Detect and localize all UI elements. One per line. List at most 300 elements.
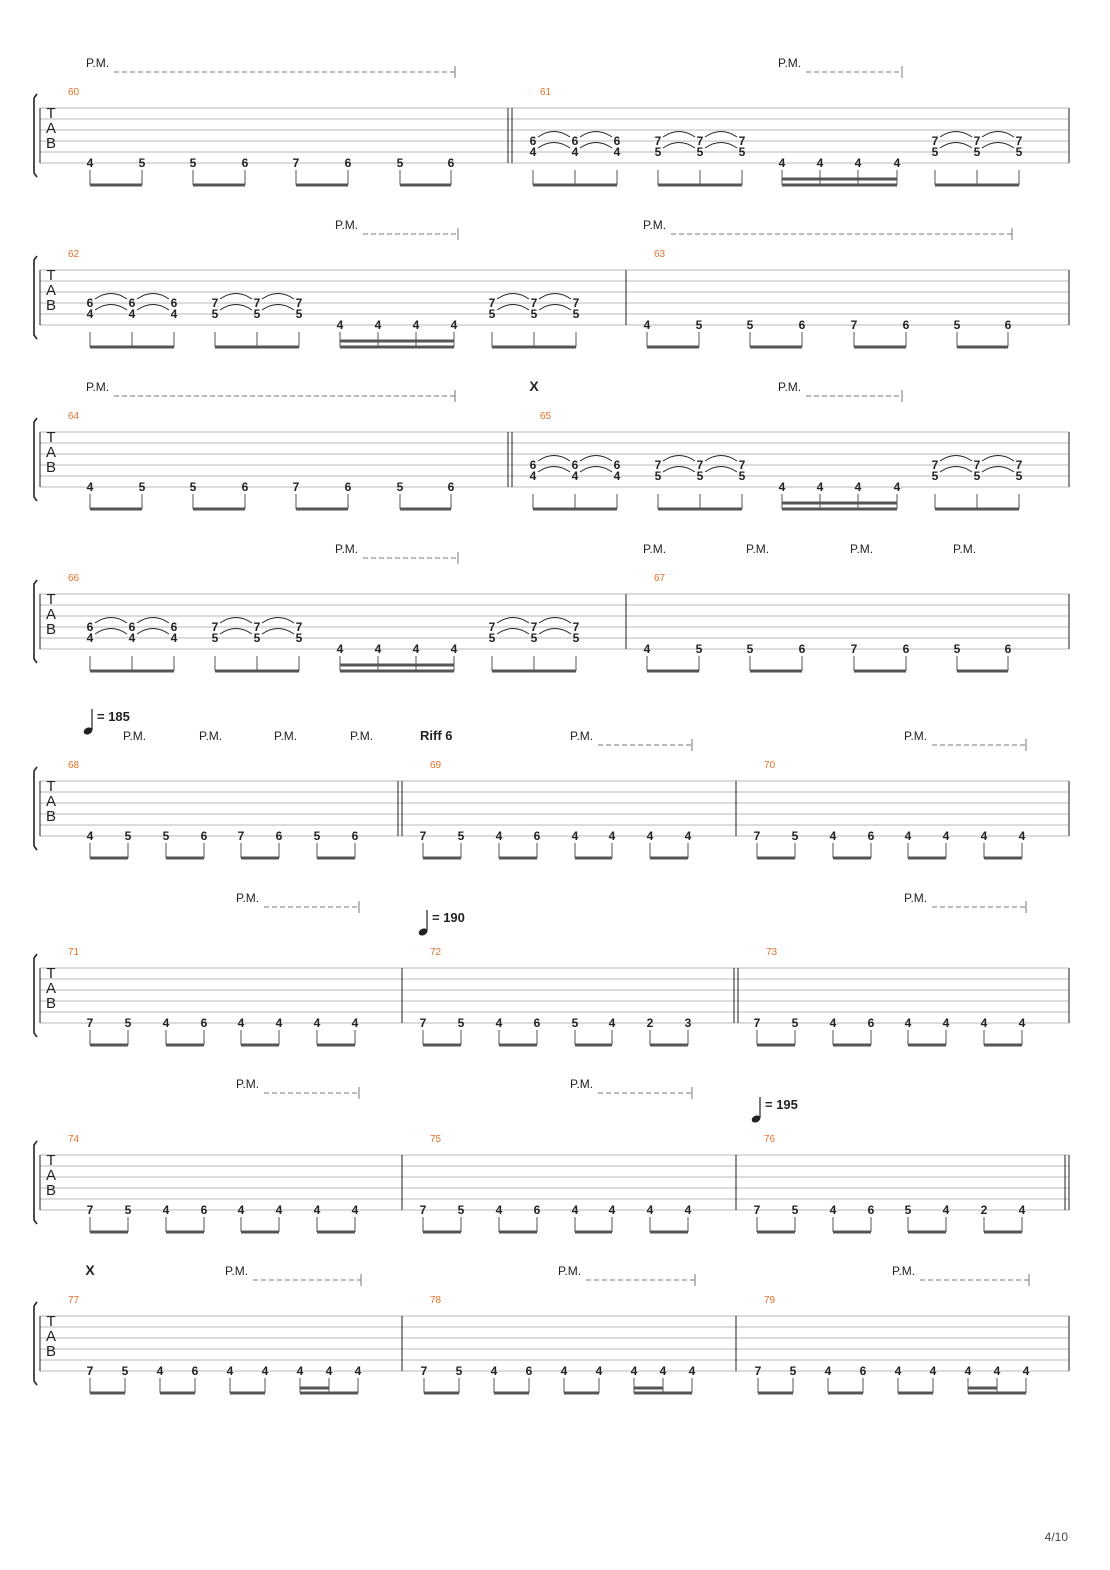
tie-arc xyxy=(982,467,1014,473)
fret-number: 5 xyxy=(953,642,961,656)
fret-number: 5 xyxy=(696,469,704,483)
fret-number: 6 xyxy=(447,480,455,494)
measure xyxy=(754,760,1026,858)
tie-arc xyxy=(137,294,169,300)
fret-number: 4 xyxy=(495,1016,503,1030)
fret-number: 6 xyxy=(613,458,621,472)
fret-number: 4 xyxy=(571,469,579,483)
fret-number: 5 xyxy=(457,1203,465,1217)
fret-number: 4 xyxy=(942,1203,950,1217)
fret-number: 6 xyxy=(867,1203,875,1217)
fret-number: 6 xyxy=(613,134,621,148)
tempo-value: = 190 xyxy=(432,910,465,925)
fret-number: 4 xyxy=(156,1364,164,1378)
fret-number: 7 xyxy=(738,458,746,472)
fret-number: 6 xyxy=(275,829,283,843)
tie-arc xyxy=(95,629,127,635)
fret-number: 6 xyxy=(1004,642,1012,656)
measure-number: 78 xyxy=(430,1295,442,1306)
palm-mute-label: P.M. xyxy=(778,56,802,70)
fret-number: 4 xyxy=(643,318,651,332)
measure-number: 74 xyxy=(68,1134,80,1145)
fret-number: 4 xyxy=(816,480,824,494)
measure xyxy=(68,1295,362,1393)
fret-number: 4 xyxy=(325,1364,333,1378)
fret-number: 5 xyxy=(791,1203,799,1217)
fret-number: 7 xyxy=(654,134,662,148)
tab-clef-letter: B xyxy=(45,459,57,476)
tab-system xyxy=(34,1262,1069,1393)
fret-number: 6 xyxy=(344,156,352,170)
fret-number: 5 xyxy=(313,829,321,843)
measure-number: 62 xyxy=(68,249,80,260)
measure-number: 65 xyxy=(540,411,552,422)
tab-clef-letter: T xyxy=(46,267,56,284)
fret-number: 5 xyxy=(953,318,961,332)
tie-arc xyxy=(663,456,695,462)
tie-arc xyxy=(580,456,612,462)
measure-number: 77 xyxy=(68,1295,80,1306)
measure-number: 76 xyxy=(764,1134,776,1145)
measure xyxy=(754,1134,1026,1232)
fret-number: 5 xyxy=(746,318,754,332)
fret-number: 4 xyxy=(829,1016,837,1030)
fret-number: 4 xyxy=(684,1203,692,1217)
fret-number: 4 xyxy=(854,480,862,494)
fret-number: 7 xyxy=(419,1016,427,1030)
fret-number: 6 xyxy=(859,1364,867,1378)
fret-number: 5 xyxy=(124,1016,132,1030)
fret-number: 6 xyxy=(867,1016,875,1030)
tie-arc xyxy=(220,629,252,635)
fret-number: 5 xyxy=(253,631,261,645)
palm-mute-label: P.M. xyxy=(225,1264,249,1278)
measure xyxy=(644,573,1012,671)
tie-arc xyxy=(940,132,972,138)
fret-number: 5 xyxy=(904,1203,912,1217)
tie-arc xyxy=(940,467,972,473)
fret-number: 4 xyxy=(942,829,950,843)
fret-number: 4 xyxy=(275,1016,283,1030)
fret-number: 4 xyxy=(829,1203,837,1217)
tie-arc xyxy=(262,294,294,300)
palm-mute-label: P.M. xyxy=(335,218,359,232)
fret-number: 7 xyxy=(654,458,662,472)
palm-mute-label: P.M. xyxy=(86,56,110,70)
tempo-value: = 195 xyxy=(765,1097,798,1112)
tempo-marking xyxy=(418,910,465,937)
palm-mute-label: P.M. xyxy=(350,729,374,743)
fret-number: 7 xyxy=(850,642,858,656)
fret-number: 6 xyxy=(533,1016,541,1030)
fret-number: 6 xyxy=(533,1203,541,1217)
fret-number: 4 xyxy=(296,1364,304,1378)
tab-clef-letter: A xyxy=(45,120,57,137)
fret-number: 7 xyxy=(292,480,300,494)
tie-arc xyxy=(705,132,737,138)
tie-arc xyxy=(705,143,737,149)
fret-number: 4 xyxy=(980,829,988,843)
tab-clef-letter: B xyxy=(45,1182,57,1199)
fret-number: 4 xyxy=(684,829,692,843)
tie-arc xyxy=(262,618,294,624)
fret-number: 4 xyxy=(964,1364,972,1378)
tab-clef-letter: T xyxy=(46,778,56,795)
fret-number: 6 xyxy=(200,829,208,843)
fret-number: 7 xyxy=(420,1364,428,1378)
fret-number: 4 xyxy=(336,318,344,332)
fret-number: 5 xyxy=(654,145,662,159)
fret-number: 4 xyxy=(86,307,94,321)
fret-number: 5 xyxy=(973,145,981,159)
tab-clef-letter: B xyxy=(45,1343,57,1360)
fret-number: 4 xyxy=(275,1203,283,1217)
fret-number: 4 xyxy=(613,469,621,483)
fret-number: 4 xyxy=(646,829,654,843)
measure xyxy=(68,573,580,671)
fret-number: 4 xyxy=(993,1364,1001,1378)
measure xyxy=(68,947,359,1045)
tie-arc xyxy=(95,294,127,300)
fret-number: 4 xyxy=(226,1364,234,1378)
measure-number: 73 xyxy=(766,947,778,958)
tie-arc xyxy=(538,456,570,462)
fret-number: 4 xyxy=(495,829,503,843)
tie-arc xyxy=(95,618,127,624)
tab-clef-letter: A xyxy=(45,1167,57,1184)
fret-number: 7 xyxy=(931,458,939,472)
fret-number: 4 xyxy=(529,145,537,159)
tie-arc xyxy=(262,305,294,311)
measure-number: 63 xyxy=(654,249,666,260)
measure xyxy=(530,411,1023,509)
fret-number: 4 xyxy=(560,1364,568,1378)
measure xyxy=(68,760,359,858)
fret-number: 5 xyxy=(295,307,303,321)
system-bracket xyxy=(34,580,37,663)
fret-number: 5 xyxy=(457,829,465,843)
fret-number: 4 xyxy=(261,1364,269,1378)
fret-number: 7 xyxy=(211,296,219,310)
fret-number: 4 xyxy=(313,1203,321,1217)
fret-number: 6 xyxy=(571,134,579,148)
fret-number: 4 xyxy=(412,642,420,656)
fret-number: 7 xyxy=(488,620,496,634)
fret-number: 4 xyxy=(942,1016,950,1030)
fret-number: 6 xyxy=(1004,318,1012,332)
tie-arc xyxy=(137,305,169,311)
measure xyxy=(530,87,1023,185)
measure-number: 67 xyxy=(654,573,666,584)
fret-number: 4 xyxy=(778,480,786,494)
tempo-value: = 185 xyxy=(97,709,130,724)
measure-number: 60 xyxy=(68,87,80,98)
fret-number: 4 xyxy=(571,1203,579,1217)
fret-number: 4 xyxy=(829,829,837,843)
tab-clef-letter: B xyxy=(45,135,57,152)
fret-number: 5 xyxy=(189,156,197,170)
fret-number: 6 xyxy=(86,620,94,634)
fret-number: 5 xyxy=(211,307,219,321)
fret-number: 5 xyxy=(746,642,754,656)
fret-number: 4 xyxy=(313,1016,321,1030)
fret-number: 4 xyxy=(529,469,537,483)
fret-number: 4 xyxy=(854,156,862,170)
tie-arc xyxy=(940,456,972,462)
fret-number: 4 xyxy=(86,480,94,494)
tie-arc xyxy=(982,456,1014,462)
tie-arc xyxy=(538,143,570,149)
fret-number: 6 xyxy=(128,620,136,634)
fret-number: 5 xyxy=(457,1016,465,1030)
fret-number: 4 xyxy=(630,1364,638,1378)
section-marker: X xyxy=(85,1262,95,1278)
fret-number: 4 xyxy=(450,318,458,332)
tab-clef-letter: B xyxy=(45,808,57,825)
fret-number: 5 xyxy=(396,156,404,170)
fret-number: 4 xyxy=(778,156,786,170)
fret-number: 7 xyxy=(572,296,580,310)
palm-mute-label: P.M. xyxy=(892,1264,916,1278)
fret-number: 7 xyxy=(295,296,303,310)
tab-clef-letter: B xyxy=(45,297,57,314)
measure xyxy=(421,1295,696,1393)
fret-number: 5 xyxy=(571,1016,579,1030)
system-bracket xyxy=(34,1141,37,1224)
fret-number: 4 xyxy=(412,318,420,332)
tie-arc xyxy=(705,456,737,462)
fret-number: 4 xyxy=(170,631,178,645)
tab-system xyxy=(34,709,1069,858)
fret-number: 7 xyxy=(292,156,300,170)
fret-number: 4 xyxy=(1018,1203,1026,1217)
tie-arc xyxy=(497,305,529,311)
palm-mute-label: P.M. xyxy=(643,218,667,232)
tie-arc xyxy=(497,294,529,300)
fret-number: 4 xyxy=(351,1016,359,1030)
tie-arc xyxy=(538,467,570,473)
fret-number: 7 xyxy=(1015,134,1023,148)
fret-number: 7 xyxy=(295,620,303,634)
fret-number: 6 xyxy=(86,296,94,310)
fret-number: 4 xyxy=(904,1016,912,1030)
tie-arc xyxy=(539,629,571,635)
tab-clef-letter: T xyxy=(46,965,56,982)
system-bracket xyxy=(34,256,37,339)
tie-arc xyxy=(137,618,169,624)
measure-number: 79 xyxy=(764,1295,776,1306)
fret-number: 7 xyxy=(753,829,761,843)
fret-number: 7 xyxy=(1015,458,1023,472)
tie-arc xyxy=(580,467,612,473)
measure xyxy=(754,947,1026,1045)
fret-number: 5 xyxy=(1015,145,1023,159)
fret-number: 6 xyxy=(867,829,875,843)
palm-mute-label: P.M. xyxy=(643,542,667,556)
system-bracket xyxy=(34,94,37,177)
fret-number: 7 xyxy=(931,134,939,148)
fret-number: 4 xyxy=(893,156,901,170)
fret-number: 5 xyxy=(121,1364,129,1378)
tie-arc xyxy=(663,132,695,138)
palm-mute-label: P.M. xyxy=(199,729,223,743)
system-bracket xyxy=(34,954,37,1037)
fret-number: 4 xyxy=(824,1364,832,1378)
tie-arc xyxy=(220,305,252,311)
tab-clef-letter: T xyxy=(46,429,56,446)
tie-arc xyxy=(940,143,972,149)
fret-number: 4 xyxy=(86,829,94,843)
fret-number: 7 xyxy=(419,829,427,843)
measure xyxy=(68,411,455,509)
fret-number: 4 xyxy=(1022,1364,1030,1378)
fret-number: 4 xyxy=(980,1016,988,1030)
fret-number: 4 xyxy=(595,1364,603,1378)
tie-arc xyxy=(580,143,612,149)
tab-system xyxy=(34,218,1069,347)
tie-arc xyxy=(220,618,252,624)
fret-number: 4 xyxy=(237,1016,245,1030)
fret-number: 6 xyxy=(798,318,806,332)
fret-number: 4 xyxy=(608,1203,616,1217)
palm-mute-label: P.M. xyxy=(123,729,147,743)
fret-number: 4 xyxy=(351,1203,359,1217)
fret-number: 7 xyxy=(973,134,981,148)
fret-number: 4 xyxy=(571,145,579,159)
palm-mute-label: P.M. xyxy=(335,542,359,556)
fret-number: 4 xyxy=(374,318,382,332)
tie-arc xyxy=(497,629,529,635)
fret-number: 6 xyxy=(200,1203,208,1217)
fret-number: 7 xyxy=(973,458,981,472)
fret-number: 7 xyxy=(696,134,704,148)
section-marker: X xyxy=(529,378,539,394)
system-bracket xyxy=(34,767,37,850)
fret-number: 2 xyxy=(980,1203,988,1217)
fret-number: 7 xyxy=(86,1016,94,1030)
fret-number: 5 xyxy=(696,145,704,159)
palm-mute-label: P.M. xyxy=(953,542,977,556)
tab-system xyxy=(34,56,1069,185)
fret-number: 5 xyxy=(791,829,799,843)
fret-number: 5 xyxy=(695,318,703,332)
system-bracket xyxy=(34,418,37,501)
fret-number: 4 xyxy=(336,642,344,656)
fret-number: 6 xyxy=(170,620,178,634)
fret-number: 3 xyxy=(684,1016,692,1030)
fret-number: 6 xyxy=(241,480,249,494)
tab-clef-letter: A xyxy=(45,980,57,997)
measure-number: 70 xyxy=(764,760,776,771)
palm-mute-label: P.M. xyxy=(904,891,928,905)
measure-number: 72 xyxy=(430,947,442,958)
tie-arc xyxy=(539,618,571,624)
fret-number: 6 xyxy=(902,642,910,656)
fret-number: 6 xyxy=(902,318,910,332)
tab-system xyxy=(34,891,1069,1045)
fret-number: 4 xyxy=(128,307,136,321)
measure-number: 69 xyxy=(430,760,442,771)
fret-number: 5 xyxy=(253,307,261,321)
measure-number: 68 xyxy=(68,760,80,771)
tie-arc xyxy=(580,132,612,138)
fret-number: 6 xyxy=(200,1016,208,1030)
fret-number: 4 xyxy=(571,829,579,843)
fret-number: 4 xyxy=(608,1016,616,1030)
fret-number: 4 xyxy=(643,642,651,656)
fret-number: 5 xyxy=(295,631,303,645)
fret-number: 4 xyxy=(904,829,912,843)
palm-mute-label: P.M. xyxy=(236,891,260,905)
fret-number: 7 xyxy=(211,620,219,634)
page-number: 4/10 xyxy=(1044,1530,1068,1544)
palm-mute-label: P.M. xyxy=(904,729,928,743)
tab-system xyxy=(34,542,1069,671)
palm-mute-label: P.M. xyxy=(274,729,298,743)
tie-arc xyxy=(539,294,571,300)
fret-number: 4 xyxy=(162,1203,170,1217)
fret-number: 6 xyxy=(170,296,178,310)
fret-number: 7 xyxy=(86,1364,94,1378)
fret-number: 7 xyxy=(530,620,538,634)
fret-number: 7 xyxy=(530,296,538,310)
fret-number: 4 xyxy=(354,1364,362,1378)
tab-clef-letter: B xyxy=(45,621,57,638)
fret-number: 4 xyxy=(688,1364,696,1378)
fret-number: 4 xyxy=(893,480,901,494)
measure-number: 64 xyxy=(68,411,80,422)
tie-arc xyxy=(539,305,571,311)
fret-number: 6 xyxy=(447,156,455,170)
fret-number: 4 xyxy=(646,1203,654,1217)
measure-number: 66 xyxy=(68,573,80,584)
tie-arc xyxy=(497,618,529,624)
fret-number: 5 xyxy=(124,1203,132,1217)
fret-number: 4 xyxy=(374,642,382,656)
measure xyxy=(68,1134,359,1232)
fret-number: 5 xyxy=(931,469,939,483)
fret-number: 5 xyxy=(488,307,496,321)
measure xyxy=(68,87,455,185)
fret-number: 5 xyxy=(138,480,146,494)
fret-number: 5 xyxy=(1015,469,1023,483)
fret-number: 4 xyxy=(86,156,94,170)
measure xyxy=(420,1134,692,1232)
measure-number: 75 xyxy=(430,1134,442,1145)
fret-number: 5 xyxy=(530,631,538,645)
fret-number: 7 xyxy=(86,1203,94,1217)
fret-number: 5 xyxy=(488,631,496,645)
tab-clef-letter: T xyxy=(46,105,56,122)
fret-number: 5 xyxy=(211,631,219,645)
palm-mute-label: P.M. xyxy=(778,380,802,394)
fret-number: 4 xyxy=(450,642,458,656)
tie-arc xyxy=(95,305,127,311)
measure xyxy=(420,760,692,858)
fret-number: 5 xyxy=(124,829,132,843)
fret-number: 5 xyxy=(455,1364,463,1378)
fret-number: 7 xyxy=(237,829,245,843)
measure-number: 61 xyxy=(540,87,552,98)
fret-number: 6 xyxy=(525,1364,533,1378)
fret-number: 4 xyxy=(237,1203,245,1217)
section-label: Riff 6 xyxy=(420,728,453,743)
fret-number: 4 xyxy=(162,1016,170,1030)
tie-arc xyxy=(137,629,169,635)
fret-number: 6 xyxy=(191,1364,199,1378)
tie-arc xyxy=(982,143,1014,149)
fret-number: 4 xyxy=(894,1364,902,1378)
